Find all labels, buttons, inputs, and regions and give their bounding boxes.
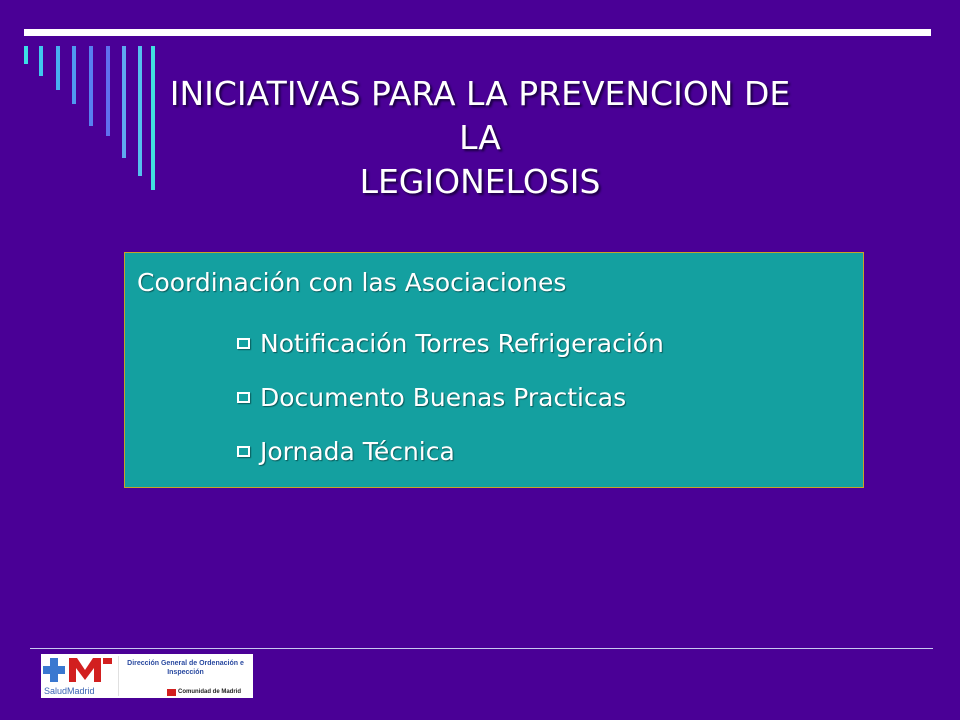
content-box (124, 252, 864, 488)
decorative-bar (72, 46, 76, 104)
square-bullet-icon (237, 338, 250, 349)
footer-logo (41, 654, 253, 698)
logo-divider (118, 656, 119, 696)
square-bullet-icon (237, 446, 250, 457)
decorative-bar (151, 46, 155, 190)
logo-caption: SaludMadrid (44, 686, 95, 696)
square-bullet-icon (237, 392, 250, 403)
bullet-item (237, 424, 664, 478)
decorative-bar (138, 46, 142, 176)
slide-title-line-2: LEGIONELOSIS (359, 162, 601, 201)
department-line-2: Inspección (167, 669, 204, 676)
slide-title (160, 72, 800, 204)
bullet-item (237, 316, 664, 370)
decorative-bar (89, 46, 93, 126)
bottom-rule (30, 648, 933, 649)
region-name: Comunidad de Madrid (178, 689, 241, 695)
decorative-bar (56, 46, 60, 90)
top-rule (24, 29, 931, 36)
bullet-text: Documento Buenas Practicas (260, 382, 627, 412)
department-line-1: Dirección General de Ordenación e (127, 660, 244, 667)
department-name (120, 659, 251, 677)
decorative-bar (39, 46, 43, 76)
region-flag-icon (167, 689, 176, 696)
salud-madrid-logo-icon (43, 656, 113, 687)
decorative-bar (106, 46, 110, 136)
decorative-bar (122, 46, 126, 158)
bullet-text: Jornada Técnica (260, 436, 455, 466)
slide-title-line-1: INICIATIVAS PARA LA PREVENCION DE LA (169, 74, 791, 157)
bullet-list (237, 316, 664, 478)
bullet-item (237, 370, 664, 424)
content-heading: Coordinación con las Asociaciones (137, 268, 567, 297)
decorative-bar (24, 46, 28, 64)
bullet-text: Notificación Torres Refrigeración (260, 328, 664, 358)
